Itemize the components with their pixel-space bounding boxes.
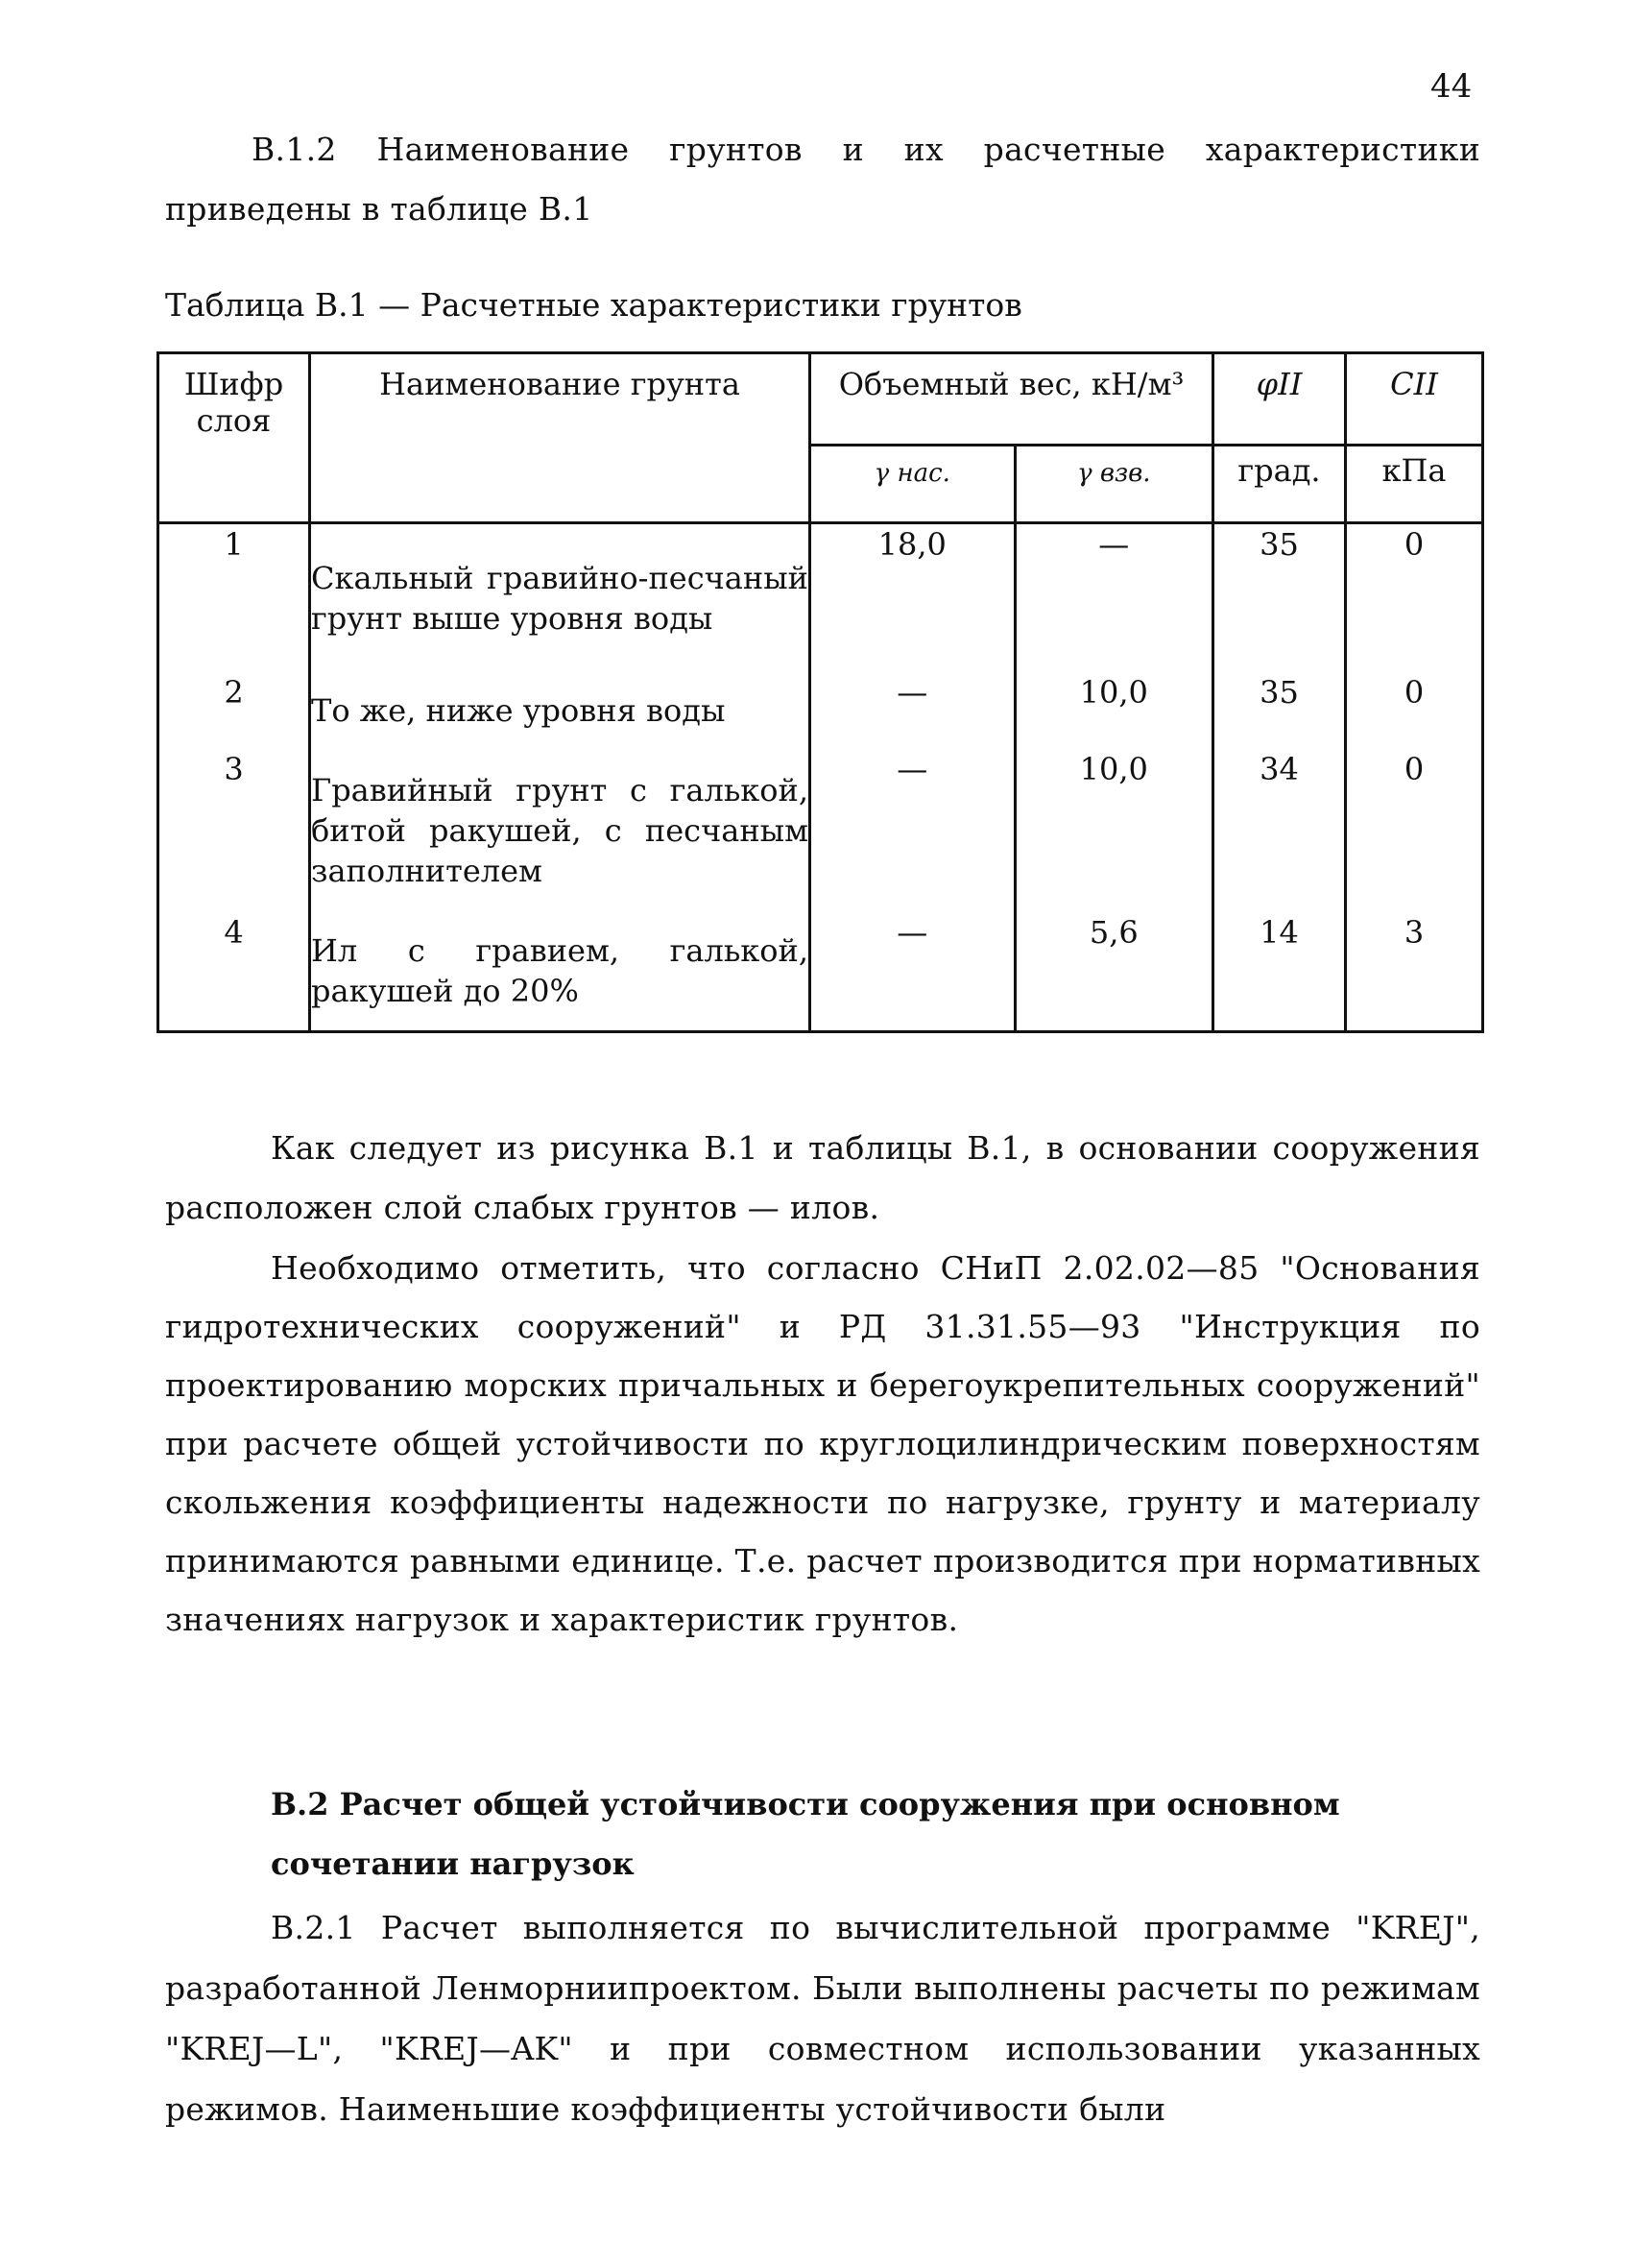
cell-gamma-sub: 5,6 bbox=[1015, 912, 1212, 1032]
table-row bbox=[158, 523, 1483, 672]
header-c-unit: кПа bbox=[1346, 445, 1483, 522]
header-c-symbol: CII bbox=[1390, 366, 1438, 402]
cell-phi: 34 bbox=[1213, 749, 1346, 912]
cell-phi: 35 bbox=[1213, 672, 1346, 749]
paragraph-reliability-note: Необходимо отметить, что согласно СНиП 2.02.02—85 "Основания гидротехнических сооружений" и РД 31.31.55—93 "Инструкция по проектированию морских причальных и берегоукрепительных сооружений" при расчете общей устойчивости по круглоцилиндрическим поверхностям скольжения коэффициенты надежности по нагрузке, грунту и материалу принимаются равными единице. Т.е. расчет производится при нормативных значениях нагрузок и характеристик грунтов. bbox=[165, 1249, 1480, 1638]
header-gamma-sat-label: γ нас. bbox=[874, 458, 950, 488]
header-gamma-sub-label: γ взв. bbox=[1077, 458, 1151, 488]
cell-c: 0 bbox=[1346, 523, 1483, 672]
cell-gamma-sub: — bbox=[1015, 523, 1212, 672]
cell-name: Гравийный грунт с галькой, битой ракушей, с песчаным заполнителем bbox=[310, 749, 810, 912]
cell-c: 0 bbox=[1346, 749, 1483, 912]
cell-gamma-sat: 18,0 bbox=[810, 523, 1016, 672]
soil-properties-table bbox=[156, 351, 1484, 1033]
header-volume-weight: Объемный вес, кН/м³ bbox=[810, 353, 1213, 446]
header-phi-unit: град. bbox=[1213, 445, 1346, 522]
header-gamma-sat bbox=[810, 445, 1016, 522]
cell-name: Ил с гравием, галькой, ракушей до 20% bbox=[310, 912, 810, 1032]
header-phi bbox=[1213, 353, 1346, 446]
page-number: 44 bbox=[1430, 67, 1473, 106]
cell-code: 4 bbox=[158, 912, 310, 1032]
table-row bbox=[158, 672, 1483, 749]
cell-code: 3 bbox=[158, 749, 310, 912]
header-name: Наименование грунта bbox=[310, 353, 810, 523]
cell-name: Скальный гравийно-песчаный грунт выше уровня воды bbox=[310, 523, 810, 672]
cell-gamma-sub: 10,0 bbox=[1015, 672, 1212, 749]
table-row bbox=[158, 912, 1483, 1032]
header-c bbox=[1346, 353, 1483, 446]
cell-code: 2 bbox=[158, 672, 310, 749]
paragraph-conclusion: Как следует из рисунка В.1 и таблицы В.1, в основании сооружения расположен слой слабых грунтов — илов. bbox=[165, 1129, 1480, 1226]
cell-gamma-sat: — bbox=[810, 749, 1016, 912]
cell-c: 3 bbox=[1346, 912, 1483, 1032]
cell-phi: 35 bbox=[1213, 523, 1346, 672]
section-heading: В.2 Расчет общей устойчивости сооружения при основном сочетании нагрузок bbox=[271, 1786, 1340, 1882]
cell-gamma-sat: — bbox=[810, 912, 1016, 1032]
cell-c: 0 bbox=[1346, 672, 1483, 749]
cell-gamma-sat: — bbox=[810, 672, 1016, 749]
header-phi-symbol: φII bbox=[1256, 366, 1303, 402]
paragraph-calculation: В.2.1 Расчет выполняется по вычислительной программе "KREJ", разработанной Ленморниипроектом. Были выполнены расчеты по режимам "KREJ—L", "KREJ—AK" и при совместном использовании указанных режимов. Наименьшие коэффициенты устойчивости были bbox=[165, 1909, 1480, 2128]
cell-name: То же, ниже уровня воды bbox=[310, 672, 810, 749]
table-caption: Таблица В.1 — Расчетные характеристики грунтов bbox=[165, 286, 1022, 324]
cell-code: 1 bbox=[158, 523, 310, 672]
intro-paragraph: В.1.2 Наименование грунтов и их расчетные характеристики приведены в таблице В.1 bbox=[165, 131, 1480, 228]
header-gamma-sub bbox=[1015, 445, 1212, 522]
cell-phi: 14 bbox=[1213, 912, 1346, 1032]
table-row bbox=[158, 749, 1483, 912]
cell-gamma-sub: 10,0 bbox=[1015, 749, 1212, 912]
header-code: Шифр слоя bbox=[158, 353, 310, 523]
